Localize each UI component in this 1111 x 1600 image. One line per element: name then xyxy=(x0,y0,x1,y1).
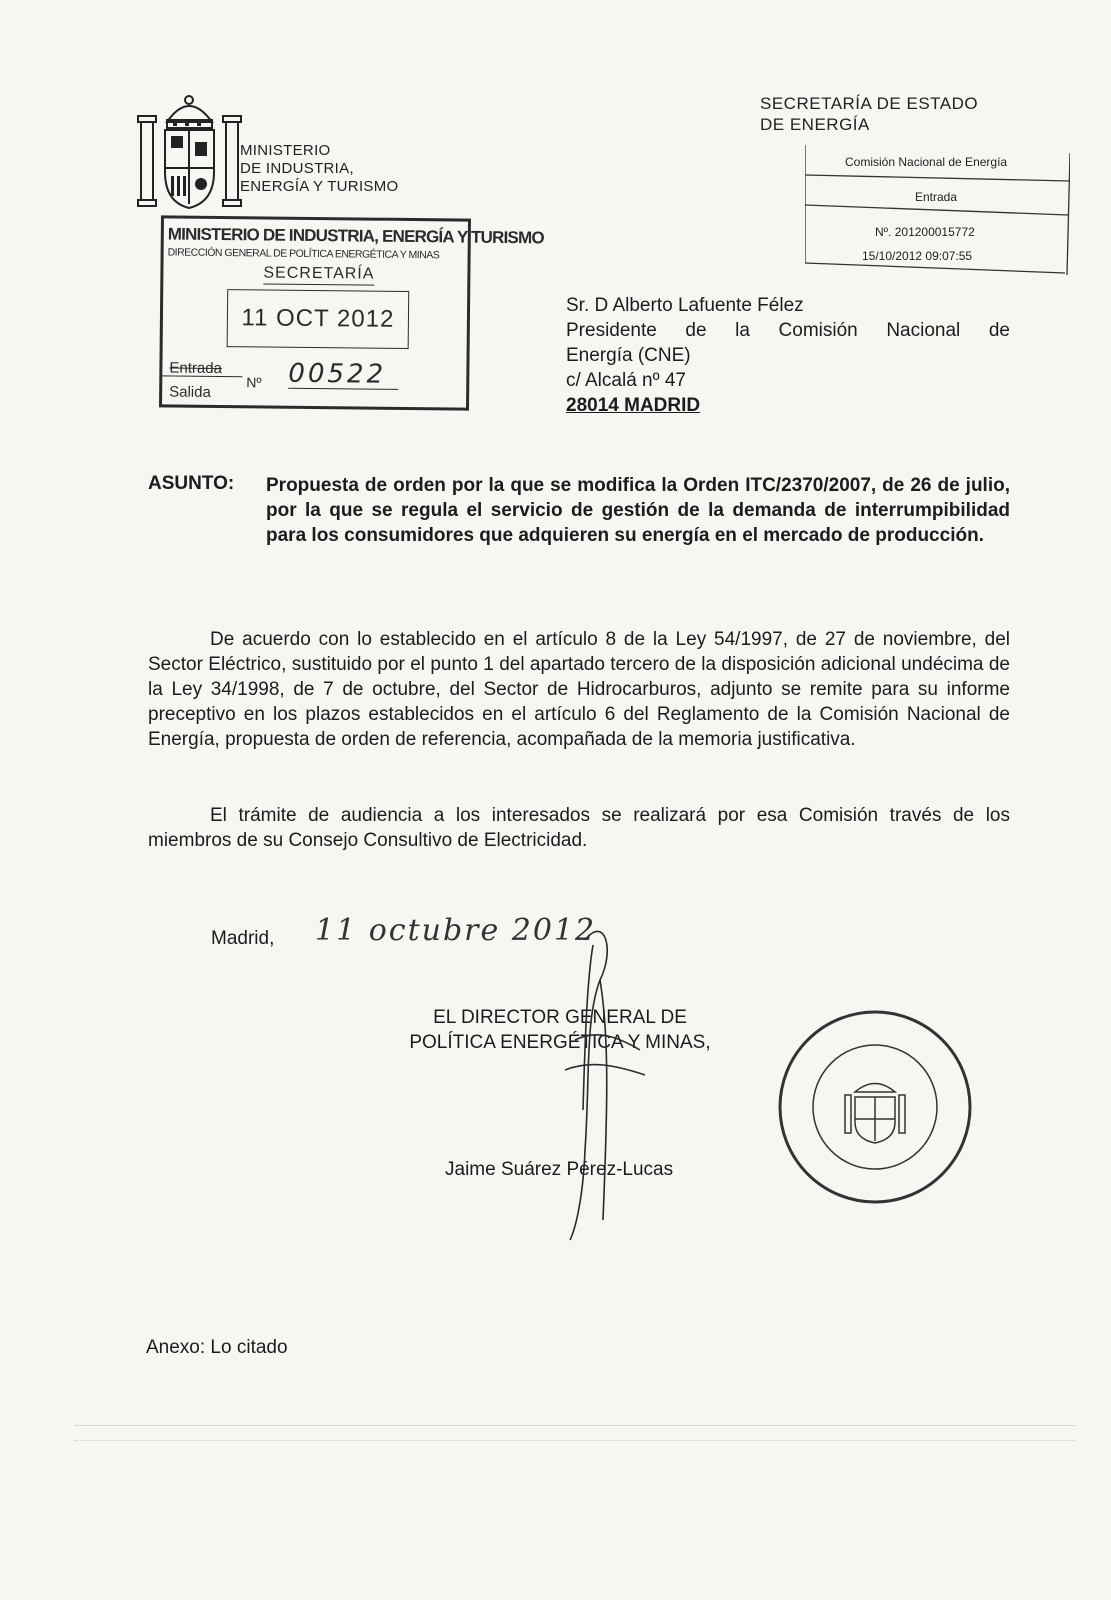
cne-stamp-datetime: 15/10/2012 09:07:55 xyxy=(862,249,973,263)
secretaria-line-1: SECRETARÍA DE ESTADO xyxy=(760,94,979,113)
recipient-role-line-1: Presidente de la Comisión Nacional de xyxy=(566,320,1010,341)
recipient-city: 28014 MADRID xyxy=(566,395,701,416)
registry-stamp xyxy=(159,215,544,410)
ministry-line-1: MINISTERIO xyxy=(240,142,331,159)
round-seal-icon xyxy=(775,1007,975,1207)
recipient-block xyxy=(566,293,1010,418)
signer-title-line-2: POLÍTICA ENERGÉTICA Y MINAS, xyxy=(409,1032,711,1053)
recipient-name: Sr. D Alberto Lafuente Félez xyxy=(566,295,804,316)
body-paragraph-2: El trámite de audiencia a los interesados se realizará por esa Comisión través de los miembros de su Consejo Consultivo de Electricidad. xyxy=(148,805,1010,851)
registry-stamp-secretaria: SECRETARÍA xyxy=(263,264,374,285)
coat-of-arms-icon xyxy=(137,92,242,214)
body-paragraph-1: De acuerdo con lo establecido en el artículo 8 de la Ley 54/1997, de 27 de noviembre, del Sector Eléctrico, sustituido por el punto 1 del apartado tercero de la disposición adicional undécima de la Ley 34/1998, de 7 de octubre, del Sector de Hidrocarburos, adjunto se remite para su informe preceptivo en los plazos establecidos en el artículo 6 del Reglamento de la Comisión Nacional de Energía, propuesta de orden de referencia, acompañada de la memoria justificativa. xyxy=(148,629,1010,750)
recipient-address: c/ Alcalá nº 47 xyxy=(566,370,686,391)
subject-label: ASUNTO: xyxy=(148,473,235,494)
registry-stamp-date: 11 OCT 2012 xyxy=(227,289,410,349)
ministry-name xyxy=(240,142,398,196)
registry-stamp-direction: DIRECCIÓN GENERAL DE POLÍTICA ENERGÉTICA Y MINAS xyxy=(167,246,440,262)
signer-name: Jaime Suárez Pérez-Lucas xyxy=(445,1159,674,1180)
handwritten-date: 11 octubre 2012 xyxy=(315,913,597,948)
annex: Anexo: Lo citado xyxy=(146,1337,288,1358)
cne-stamp-title: Comisión Nacional de Energía xyxy=(845,155,1008,169)
page-divider xyxy=(75,1425,1075,1426)
registry-stamp-ministry: MINISTERIO DE INDUSTRIA, ENERGÍA Y TURISMO xyxy=(167,224,544,248)
secretaria-header xyxy=(760,93,978,135)
cne-stamp-number: Nº. 201200015772 xyxy=(875,225,975,239)
closing-place: Madrid, xyxy=(211,928,275,949)
subject-text: Propuesta de orden por la que se modifica la Orden ITC/2370/2007, de 26 de julio, por la que se regula el servicio de gestión de la demanda de interrumpibilidad para los consumidores que adquieren su energía en el mercado de producción. xyxy=(266,475,1010,546)
page-divider-2 xyxy=(75,1440,1075,1441)
ministry-line-3: ENERGÍA Y TURISMO xyxy=(240,178,399,195)
secretaria-line-2: DE ENERGÍA xyxy=(760,115,870,134)
recipient-role-line-2: Energía (CNE) xyxy=(566,345,691,366)
registry-stamp-entrada: Entrada xyxy=(169,359,223,378)
cne-stamp-entrada: Entrada xyxy=(915,190,958,204)
registry-stamp-salida: Salida xyxy=(169,383,211,401)
handwritten-signature-icon xyxy=(545,920,655,1250)
cne-entry-stamp xyxy=(805,145,1070,278)
ministry-line-2: DE INDUSTRIA, xyxy=(240,160,354,177)
signer-title-line-1: EL DIRECTOR GENERAL DE xyxy=(433,1007,687,1028)
registry-stamp-no-label: Nº xyxy=(246,374,262,391)
registry-stamp-no-value: 00522 xyxy=(288,360,398,390)
